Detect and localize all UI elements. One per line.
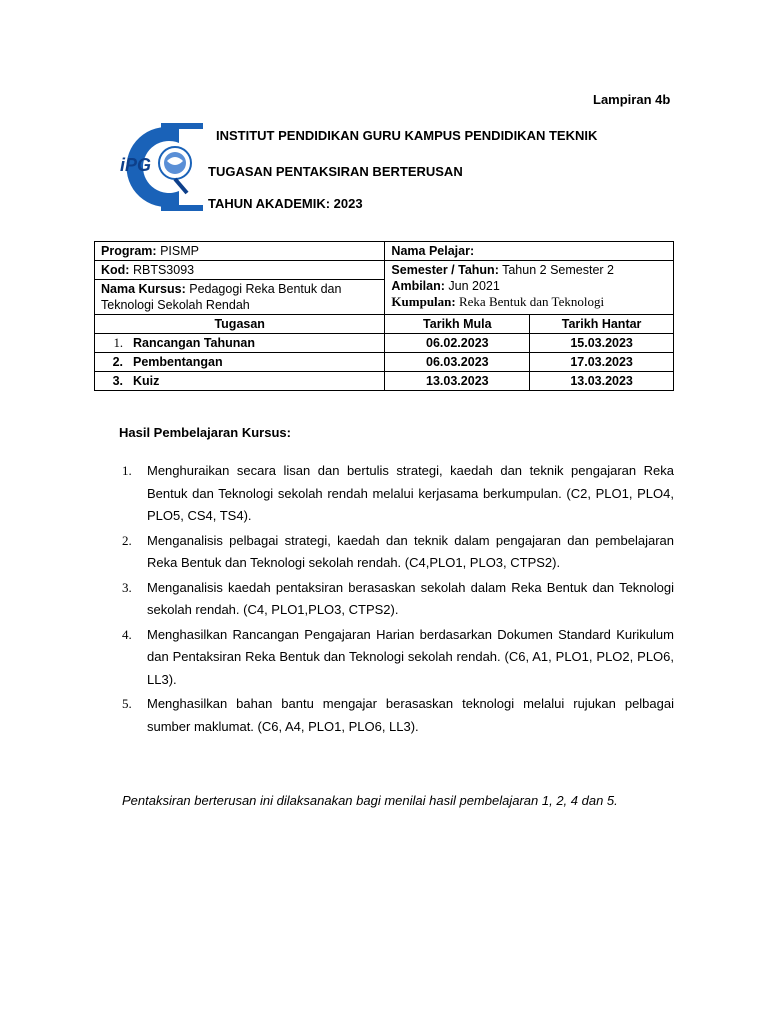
task-name: Pembentangan: [133, 355, 223, 369]
semester-value: Tahun 2 Semester 2: [502, 263, 614, 277]
task-name-cell: [95, 353, 385, 372]
ipg-logo: [117, 121, 203, 213]
task-start-date: 06.02.2023: [385, 334, 530, 353]
document-title: TUGASAN PENTAKSIRAN BERTERUSAN: [208, 164, 463, 179]
header-tarikh-hantar: Tarikh Hantar: [530, 315, 674, 334]
institute-name: INSTITUT PENDIDIKAN GURU KAMPUS PENDIDIKAN TEKNIK: [216, 128, 598, 143]
outcome-number: 5.: [122, 696, 132, 711]
task-row: [95, 334, 674, 353]
task-start-date: 06.03.2023: [385, 353, 530, 372]
academic-year: TAHUN AKADEMIK: 2023: [208, 196, 363, 211]
task-row: [95, 353, 674, 372]
nama-kursus-value: Pedagogi Reka Bentuk dan Teknologi Sekolah Rendah: [101, 282, 342, 312]
info-row-program: [95, 242, 674, 261]
assessment-note: Pentaksiran berterusan ini dilaksanakan bagi menilai hasil pembelajaran 1, 2, 4 dan 5.: [122, 793, 618, 808]
outcome-item: [122, 693, 674, 738]
task-row: [95, 372, 674, 391]
kumpulan-label: Kumpulan:: [391, 294, 456, 309]
task-name: Kuiz: [133, 374, 160, 388]
outcome-item: [122, 460, 674, 528]
task-due-date: 15.03.2023: [530, 334, 674, 353]
task-name: Rancangan Tahunan: [133, 336, 256, 350]
outcome-text: Menganalisis kaedah pentaksiran berasaskan sekolah dalam Reka Bentuk dan Teknologi sekolah rendah. (C4, PLO1,PLO3, CTPS2).: [147, 579, 674, 617]
outcome-item: [122, 624, 674, 692]
outcome-item: [122, 530, 674, 575]
kod-label: Kod:: [101, 263, 130, 277]
header-tarikh-mula: Tarikh Mula: [385, 315, 530, 334]
outcome-number: 4.: [122, 626, 132, 642]
outcome-number: 3.: [122, 579, 132, 595]
outcomes-heading: Hasil Pembelajaran Kursus:: [119, 425, 291, 440]
outcome-text: Menganalisis pelbagai strategi, kaedah dan teknik dalam pengajaran dan pembelajaran Reka Bentuk dan Teknologi sekolah rendah. (C4,PLO1, PLO3, CTPS2).: [147, 532, 674, 570]
task-number: 1.: [113, 336, 123, 350]
header-tugasan: Tugasan: [95, 315, 385, 334]
lampiran-label: Lampiran 4b: [593, 92, 671, 107]
kod-value: RBTS3093: [132, 263, 195, 277]
ambilan-value: Jun 2021: [448, 279, 500, 293]
task-due-date: 13.03.2023: [530, 372, 674, 391]
logo-text: iPG: [120, 155, 152, 175]
outcome-item: [122, 577, 674, 622]
task-number: 2.: [112, 355, 123, 369]
semester-label: Semester / Tahun:: [391, 263, 499, 277]
outcome-text: Menghasilkan bahan bantu mengajar berasaskan teknologi melalui rujukan pelbagai sumber maklumat. (C6, A4, PLO1, PLO6, LL3).: [147, 696, 674, 734]
nama-pelajar-label: Nama Pelajar:: [391, 244, 475, 258]
program-value: PISMP: [160, 244, 199, 258]
task-start-date: 13.03.2023: [385, 372, 530, 391]
outcome-text: Menghuraikan secara lisan dan bertulis strategi, kaedah dan teknik pengajaran Reka Bentuk dan Teknologi sekolah rendah melalui kerjasama berkumpulan. (C2, PLO1, PLO4, PLO5, CS4, TS4).: [147, 463, 674, 523]
task-due-date: 17.03.2023: [530, 353, 674, 372]
task-name-cell: [95, 334, 385, 353]
nama-pelajar-cell: [385, 242, 674, 261]
ambilan-label: Ambilan:: [391, 279, 445, 293]
task-name-cell: [95, 372, 385, 391]
outcome-number: 2.: [122, 532, 132, 548]
course-info-table: [94, 241, 674, 391]
semester-cell: [385, 261, 674, 315]
kod-kursus-cell: [95, 261, 385, 315]
program-label: Program:: [101, 244, 157, 258]
kumpulan-value: Reka Bentuk dan Teknologi: [458, 294, 605, 309]
info-row-kod: [95, 261, 674, 315]
nama-kursus-label: Nama Kursus:: [101, 282, 186, 296]
tasks-header-row: [95, 315, 674, 334]
task-number: 3.: [112, 374, 123, 388]
program-cell: [95, 242, 385, 261]
outcome-number: 1.: [122, 463, 132, 478]
outcome-text: Menghasilkan Rancangan Pengajaran Harian berdasarkan Dokumen Standard Kurikulum dan Pentaksiran Reka Bentuk dan Teknologi sekolah rendah. (C6, A1, PLO1, PLO2, PLO6, LL3).: [147, 626, 674, 687]
outcomes-list: [122, 460, 674, 740]
